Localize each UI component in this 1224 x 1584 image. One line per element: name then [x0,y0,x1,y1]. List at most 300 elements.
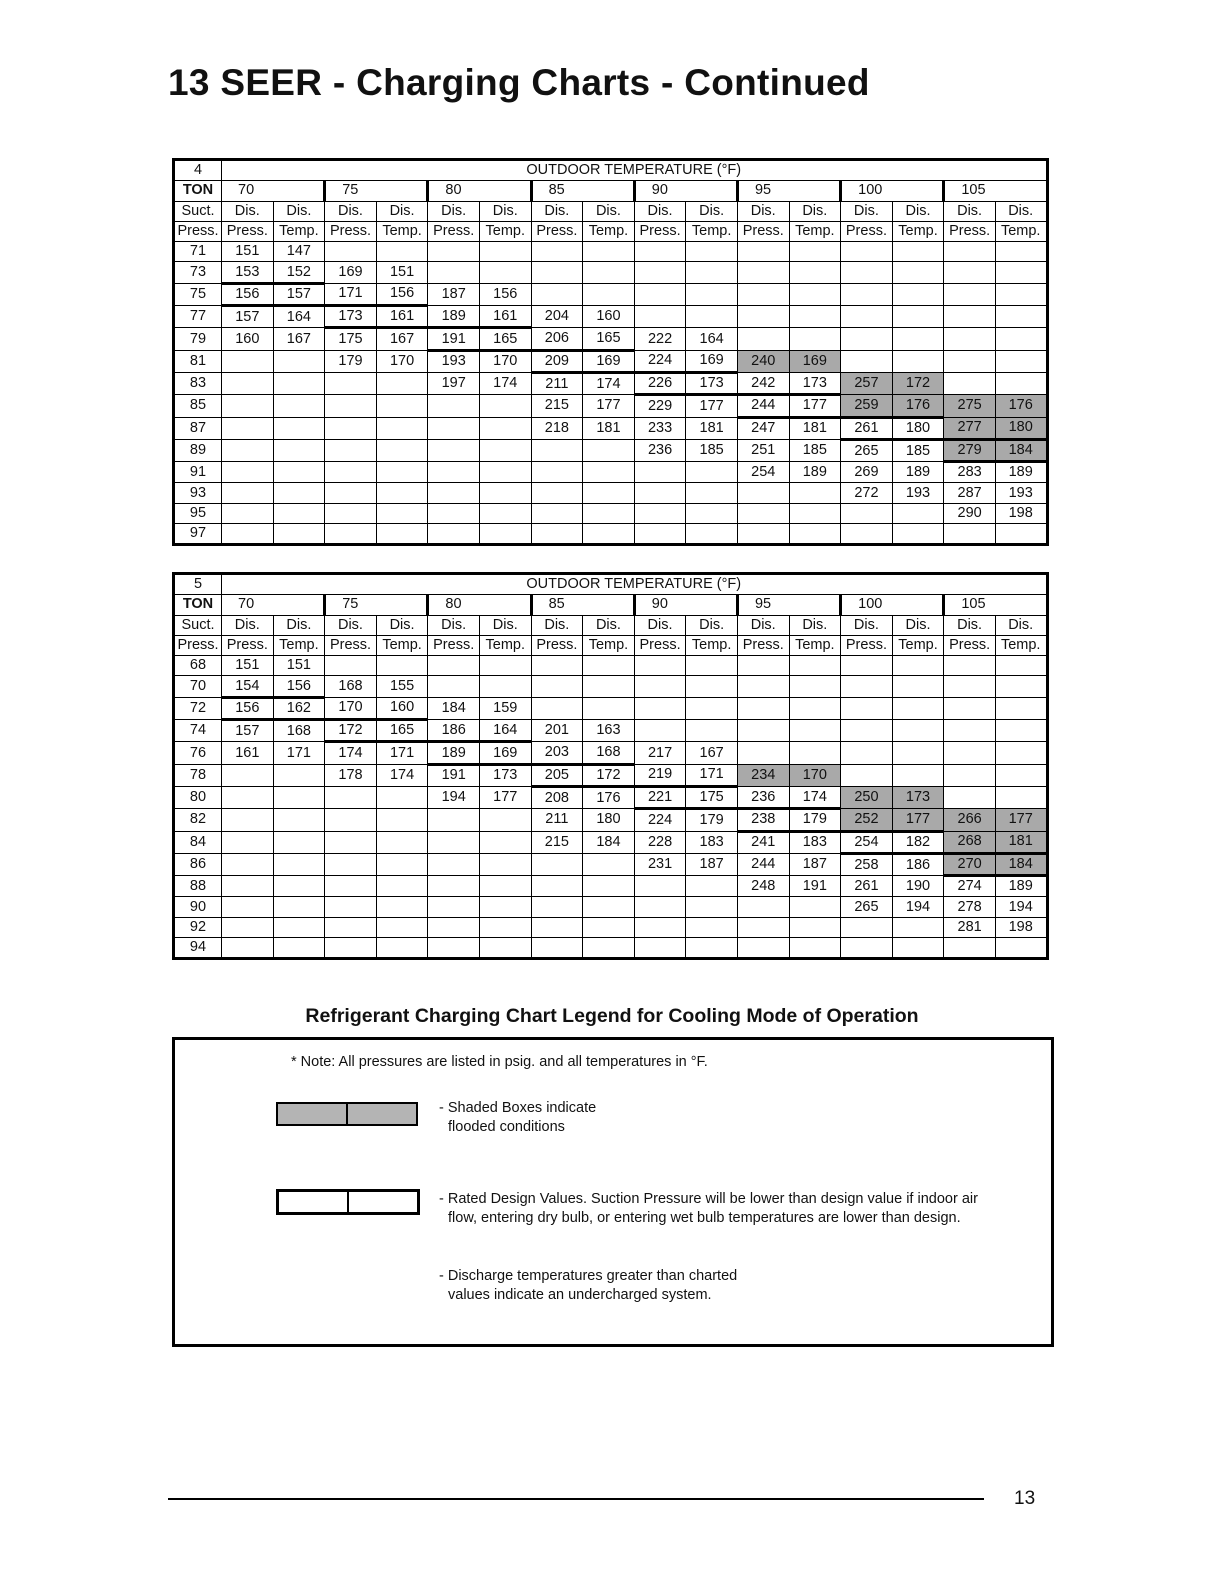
discharge-temp: 162 [273,697,325,719]
discharge-temp: 165 [376,720,428,742]
discharge-temp [789,283,841,305]
discharge-temp [376,439,428,461]
discharge-press: 275 [944,395,996,417]
table-row [174,720,1048,742]
table-row [174,350,1048,372]
discharge-press: 187 [428,283,480,305]
discharge-temp [583,283,635,305]
discharge-temp [686,283,738,305]
discharge-temp [995,676,1047,697]
discharge-press: 169 [325,262,377,283]
discharge-press: 250 [841,786,893,808]
discharge-press [737,697,789,719]
discharge-temp [479,483,531,503]
discharge-press [634,242,686,262]
discharge-temp [892,306,944,328]
discharge-temp [376,656,428,676]
legend-rated-text [439,1190,978,1228]
table-row [174,786,1048,808]
discharge-press [325,853,377,875]
discharge-temp: 187 [789,853,841,875]
discharge-press: 191 [428,328,480,350]
discharge-press [531,242,583,262]
column-label-row-2 [174,221,1048,241]
discharge-press: 240 [737,350,789,372]
discharge-temp: 151 [376,262,428,283]
suction-pressure: 89 [174,439,222,461]
discharge-temp: 172 [892,372,944,394]
table-row [174,876,1048,897]
temp-band: 70 [222,181,325,201]
discharge-press: 211 [531,372,583,394]
discharge-temp: 191 [789,876,841,897]
discharge-press [325,483,377,503]
discharge-press [325,395,377,417]
discharge-press: 290 [944,503,996,523]
discharge-press [428,483,480,503]
temp-band: 80 [428,595,531,615]
discharge-press: 236 [737,786,789,808]
discharge-temp [376,503,428,523]
suction-pressure: 76 [174,742,222,764]
discharge-temp [273,809,325,831]
discharge-temp: 180 [583,809,635,831]
table-row [174,742,1048,764]
discharge-press [841,328,893,350]
discharge-temp [376,483,428,503]
column-label-row-1 [174,615,1048,635]
discharge-press [841,306,893,328]
dis-label: Dis. [737,201,789,221]
discharge-press [222,897,274,917]
discharge-temp [273,395,325,417]
discharge-press: 265 [841,897,893,917]
discharge-temp [995,656,1047,676]
suction-pressure: 85 [174,395,222,417]
press-label: Press. [325,635,377,655]
discharge-press [841,283,893,305]
discharge-temp [686,242,738,262]
discharge-temp [376,242,428,262]
discharge-temp [479,524,531,545]
discharge-temp [273,853,325,875]
discharge-press: 254 [737,462,789,483]
temp-band-row [174,181,1048,201]
discharge-temp: 189 [995,462,1047,483]
table-row [174,483,1048,503]
suction-pressure: 94 [174,938,222,959]
discharge-press: 254 [841,831,893,853]
table-row [174,764,1048,786]
discharge-temp [479,503,531,523]
discharge-temp [686,720,738,742]
suction-pressure: 70 [174,676,222,697]
discharge-press: 221 [634,786,686,808]
discharge-temp [686,503,738,523]
discharge-temp: 160 [583,306,635,328]
discharge-press [944,524,996,545]
discharge-temp [995,283,1047,305]
discharge-temp: 198 [995,917,1047,937]
discharge-press: 160 [222,328,274,350]
discharge-temp: 169 [583,350,635,372]
discharge-temp [892,524,944,545]
temp-label: Temp. [995,221,1047,241]
discharge-temp [995,350,1047,372]
table-row [174,306,1048,328]
discharge-temp: 177 [892,809,944,831]
discharge-temp: 177 [583,395,635,417]
discharge-press [634,720,686,742]
discharge-press [634,938,686,959]
discharge-press [222,372,274,394]
suction-pressure: 77 [174,306,222,328]
discharge-press [737,483,789,503]
discharge-press: 278 [944,897,996,917]
discharge-press [944,742,996,764]
discharge-temp [892,242,944,262]
table-row [174,503,1048,523]
temp-band-row [174,595,1048,615]
dis-label: Dis. [944,201,996,221]
shaded-swatch-icon [276,1102,418,1126]
discharge-press [841,350,893,372]
discharge-temp [789,897,841,917]
discharge-temp [583,439,635,461]
suct-label: Suct. [174,201,222,221]
discharge-temp [273,938,325,959]
temp-label: Temp. [686,635,738,655]
press-label: Press. [944,221,996,241]
discharge-temp: 189 [892,462,944,483]
discharge-press [531,676,583,697]
discharge-press: 161 [222,742,274,764]
discharge-press [428,395,480,417]
discharge-press [841,764,893,786]
discharge-temp [686,262,738,283]
discharge-temp: 167 [686,742,738,764]
discharge-press [325,876,377,897]
discharge-temp [376,462,428,483]
discharge-temp [479,676,531,697]
legend-discharge-text [439,1267,737,1305]
discharge-temp [995,786,1047,808]
discharge-press: 208 [531,786,583,808]
discharge-press [531,462,583,483]
discharge-press: 283 [944,462,996,483]
discharge-temp [583,676,635,697]
discharge-temp [376,372,428,394]
discharge-temp [583,917,635,937]
suction-pressure: 72 [174,697,222,719]
dis-label: Dis. [841,201,893,221]
discharge-temp: 164 [479,720,531,742]
discharge-press: 252 [841,809,893,831]
rated-swatch-icon [276,1189,420,1215]
discharge-press: 238 [737,809,789,831]
discharge-press: 268 [944,831,996,853]
discharge-press [944,697,996,719]
discharge-press: 218 [531,417,583,439]
temp-label: Temp. [995,635,1047,655]
discharge-temp: 171 [376,742,428,764]
discharge-temp [995,720,1047,742]
discharge-temp [273,350,325,372]
discharge-press [634,917,686,937]
discharge-press [944,262,996,283]
discharge-press: 277 [944,417,996,439]
discharge-press: 217 [634,742,686,764]
discharge-press: 219 [634,764,686,786]
table-row [174,938,1048,959]
discharge-temp [479,938,531,959]
discharge-temp [995,262,1047,283]
discharge-temp [789,742,841,764]
chart-size: 5 [174,574,222,595]
discharge-temp [376,786,428,808]
discharge-press: 224 [634,350,686,372]
table-row [174,853,1048,875]
discharge-temp [892,720,944,742]
discharge-press: 205 [531,764,583,786]
discharge-temp [273,524,325,545]
discharge-temp [995,938,1047,959]
discharge-press [222,439,274,461]
discharge-press [428,262,480,283]
discharge-press [634,656,686,676]
discharge-temp: 152 [273,262,325,283]
discharge-temp [479,262,531,283]
discharge-press [222,462,274,483]
charging-chart-5-ton [172,572,1049,960]
discharge-press [428,809,480,831]
discharge-press [428,462,480,483]
discharge-temp [479,876,531,897]
legend-shaded-text [439,1099,596,1137]
suction-pressure: 86 [174,853,222,875]
discharge-press [944,283,996,305]
suction-pressure: 78 [174,764,222,786]
discharge-press [428,503,480,523]
discharge-press [325,439,377,461]
press-label: Press. [428,635,480,655]
discharge-press: 153 [222,262,274,283]
discharge-press [428,917,480,937]
temp-label: Temp. [789,221,841,241]
discharge-temp: 185 [789,439,841,461]
temp-label: Temp. [376,221,428,241]
dis-label: Dis. [531,201,583,221]
discharge-temp: 173 [686,372,738,394]
discharge-press [737,328,789,350]
discharge-press: 242 [737,372,789,394]
temp-band: 75 [325,595,428,615]
discharge-press [944,764,996,786]
discharge-temp [583,876,635,897]
discharge-temp [995,372,1047,394]
discharge-temp: 161 [479,306,531,328]
dis-label: Dis. [376,615,428,635]
discharge-press [737,524,789,545]
table-row [174,242,1048,262]
dis-label: Dis. [273,615,325,635]
discharge-press [634,262,686,283]
discharge-press: 175 [325,328,377,350]
discharge-press [737,897,789,917]
discharge-temp: 180 [892,417,944,439]
discharge-temp: 174 [376,764,428,786]
discharge-press [737,917,789,937]
discharge-temp [686,656,738,676]
discharge-press [531,483,583,503]
discharge-press: 224 [634,809,686,831]
discharge-temp [892,676,944,697]
legend-rated-line-1: - Rated Design Values. Suction Pressure will be lower than design value if indoor air [439,1191,978,1207]
discharge-temp: 185 [892,439,944,461]
temp-band: 85 [531,595,634,615]
discharge-temp [273,483,325,503]
dis-label: Dis. [325,201,377,221]
discharge-temp: 180 [995,417,1047,439]
discharge-temp: 156 [273,676,325,697]
suction-pressure: 92 [174,917,222,937]
discharge-temp: 193 [892,483,944,503]
discharge-temp [583,524,635,545]
discharge-press [841,938,893,959]
discharge-temp: 165 [479,328,531,350]
discharge-temp [789,242,841,262]
discharge-temp [892,742,944,764]
suction-pressure: 83 [174,372,222,394]
discharge-press [531,262,583,283]
discharge-temp [789,328,841,350]
table-row [174,417,1048,439]
discharge-press: 233 [634,417,686,439]
temp-label: Temp. [273,221,325,241]
discharge-temp [995,524,1047,545]
temp-band: 95 [737,595,840,615]
discharge-temp: 184 [995,439,1047,461]
dis-label: Dis. [428,201,480,221]
discharge-temp: 177 [479,786,531,808]
discharge-temp [479,809,531,831]
discharge-press [841,742,893,764]
discharge-temp: 164 [686,328,738,350]
discharge-temp [583,853,635,875]
discharge-press [531,917,583,937]
temp-band: 100 [841,181,944,201]
discharge-temp [376,917,428,937]
discharge-temp [273,897,325,917]
discharge-press [325,917,377,937]
discharge-temp [789,524,841,545]
discharge-press: 281 [944,917,996,937]
discharge-temp: 177 [995,809,1047,831]
discharge-press [531,656,583,676]
dis-label: Dis. [789,615,841,635]
dis-label: Dis. [686,201,738,221]
press-label: Press. [174,221,222,241]
discharge-temp: 184 [583,831,635,853]
discharge-temp: 167 [376,328,428,350]
suct-label: Suct. [174,615,222,635]
discharge-press: 229 [634,395,686,417]
discharge-press [325,809,377,831]
discharge-press [531,439,583,461]
discharge-temp [686,306,738,328]
press-label: Press. [531,221,583,241]
discharge-press [222,503,274,523]
discharge-press: 170 [325,697,377,719]
discharge-temp [789,262,841,283]
temp-label: Temp. [892,221,944,241]
discharge-temp: 169 [686,350,738,372]
discharge-press: 234 [737,764,789,786]
discharge-press [325,938,377,959]
dis-label: Dis. [325,615,377,635]
discharge-temp [995,306,1047,328]
discharge-press [325,656,377,676]
press-label: Press. [841,635,893,655]
discharge-press [325,831,377,853]
discharge-press: 179 [325,350,377,372]
discharge-temp [686,697,738,719]
discharge-press [841,917,893,937]
discharge-temp [789,656,841,676]
temp-label: Temp. [789,635,841,655]
discharge-press [325,417,377,439]
discharge-temp: 170 [789,764,841,786]
discharge-temp: 183 [686,831,738,853]
discharge-press [531,897,583,917]
suction-pressure: 87 [174,417,222,439]
discharge-press: 274 [944,876,996,897]
table-row [174,283,1048,305]
dis-label: Dis. [686,615,738,635]
discharge-press [531,283,583,305]
discharge-press: 258 [841,853,893,875]
discharge-press [222,764,274,786]
discharge-press [222,350,274,372]
discharge-temp [892,697,944,719]
temp-label: Temp. [273,635,325,655]
discharge-press [634,876,686,897]
discharge-press: 257 [841,372,893,394]
discharge-temp: 173 [892,786,944,808]
discharge-temp [376,853,428,875]
page-number: 13 [1014,1488,1036,1509]
table-row [174,897,1048,917]
discharge-temp [583,938,635,959]
column-label-row-1 [174,201,1048,221]
charging-chart-4-ton [172,158,1049,546]
discharge-temp: 172 [583,764,635,786]
discharge-press [841,656,893,676]
discharge-press: 156 [222,697,274,719]
dis-label: Dis. [428,615,480,635]
discharge-press: 206 [531,328,583,350]
discharge-press [944,656,996,676]
discharge-temp [583,897,635,917]
dis-label: Dis. [892,615,944,635]
discharge-press [428,938,480,959]
temp-band: 105 [944,595,1047,615]
discharge-press: 244 [737,395,789,417]
discharge-press [325,897,377,917]
discharge-press [634,462,686,483]
discharge-press: 270 [944,853,996,875]
discharge-temp [995,742,1047,764]
